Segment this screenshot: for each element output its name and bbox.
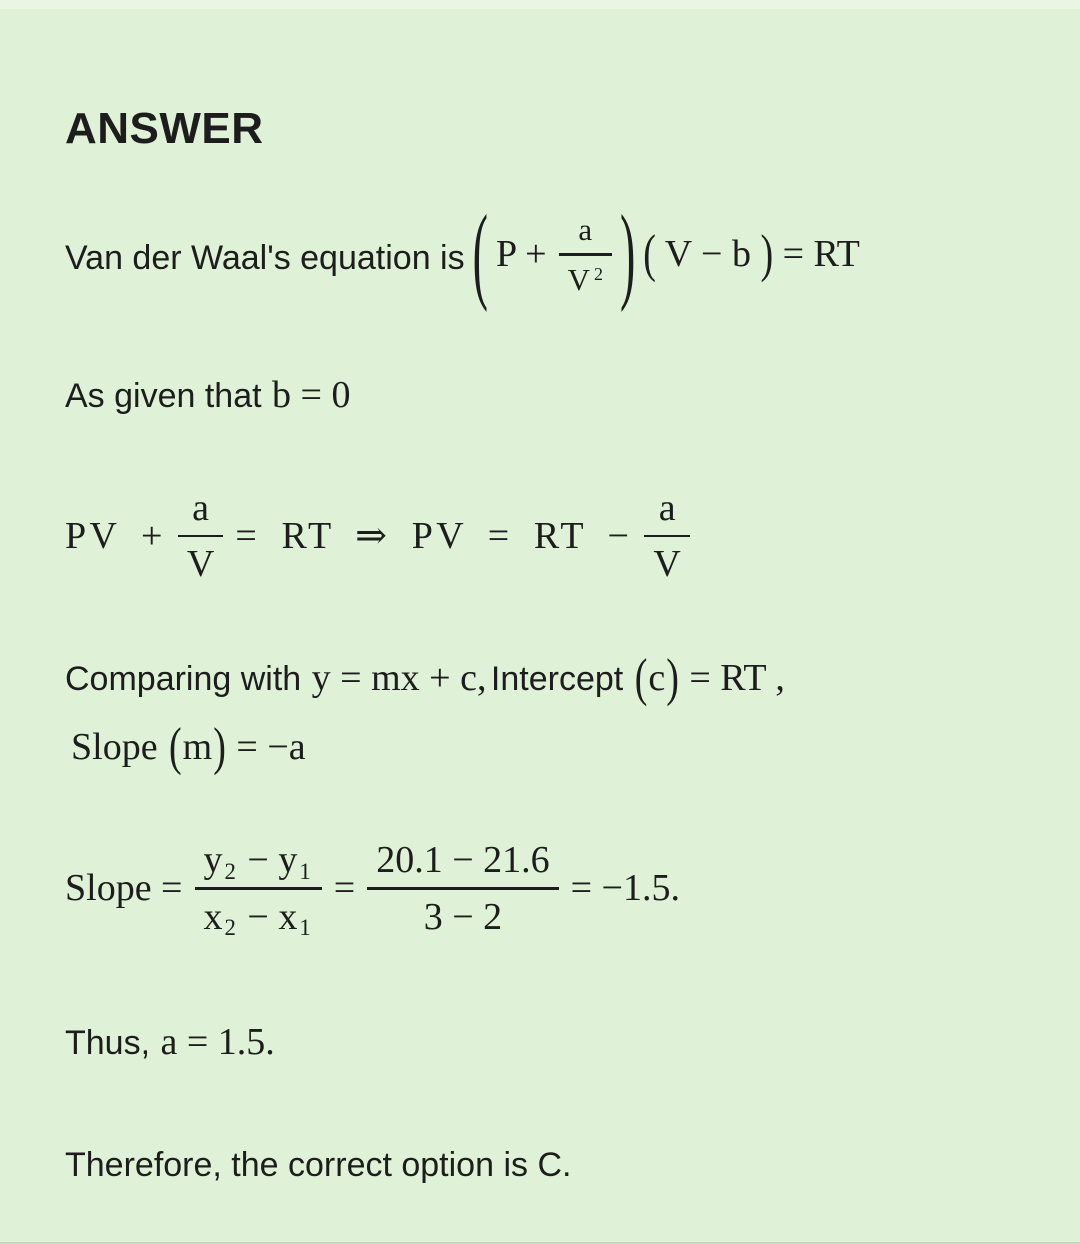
denominator-base: V: [567, 261, 590, 297]
fraction-numeric: [367, 841, 558, 936]
line5-label: Slope: [71, 726, 158, 768]
statement-slope-m: [65, 717, 1040, 777]
line5-rhs: = −a: [236, 726, 306, 768]
x2-sub: 2: [224, 915, 236, 941]
x1-sub: 1: [299, 915, 311, 941]
fraction-a-over-v-squared: [559, 214, 612, 295]
fraction-denominator: V: [186, 543, 215, 585]
fraction-delta-y-over-delta-x: [195, 839, 322, 941]
line2-text: As given that: [65, 376, 262, 415]
paren-body: m: [182, 726, 213, 768]
line3-lhs: PV +: [65, 514, 166, 557]
line4-math2: [634, 648, 785, 708]
minus-x1: − x: [247, 895, 298, 938]
denominator-exponent: 2: [593, 263, 603, 284]
line1-suffix: [643, 224, 860, 284]
fraction-numerator: [195, 841, 322, 887]
fraction-a-over-v-2: [644, 486, 689, 585]
fraction-numerator: a: [192, 486, 210, 529]
line1-term: P +: [495, 233, 547, 276]
statement-thus: [65, 1020, 1040, 1065]
fraction-numerator: a: [658, 486, 676, 529]
line4-rhs: = RT ,: [689, 657, 785, 699]
equation-slope-calculation: [65, 839, 1040, 941]
line7-text: Thus,: [65, 1023, 151, 1062]
close-paren: ): [213, 717, 226, 777]
line1-text: Van der Waal's equation is: [65, 239, 465, 278]
statement-comparing: [65, 648, 1040, 708]
line8-text: Therefore, the correct option is C.: [65, 1145, 572, 1184]
line4-math1: y = mx + c,: [311, 657, 487, 699]
top-strip: [0, 0, 1080, 9]
equation-pv: [65, 486, 1040, 585]
open-paren: (: [634, 648, 648, 708]
close-paren: ): [666, 648, 679, 708]
line6-result: = −1.5.: [570, 867, 680, 910]
equation-van-der-waals: [65, 193, 1040, 313]
x2-base: x: [203, 895, 223, 938]
fraction-a-over-v-1: [178, 486, 223, 585]
minus-y1: − y: [247, 839, 298, 881]
line5-math: [168, 717, 306, 777]
fraction-denominator: [195, 890, 322, 941]
fraction-denominator: [559, 256, 612, 295]
line1-rhs: = RT: [782, 233, 860, 276]
line6-label: Slope =: [65, 867, 183, 910]
line4-text2: Intercept: [490, 660, 624, 698]
y2-base: y: [203, 839, 223, 881]
statement-b-equals-zero: [65, 373, 1040, 418]
line3-mid: = RT ⇒ PV = RT −: [235, 514, 633, 557]
paren-body: c: [648, 657, 666, 699]
fraction-numerator: 20.1 − 21.6: [376, 839, 550, 881]
statement-conclusion: [65, 1143, 1040, 1187]
y1-sub: 1: [299, 858, 311, 884]
paren-body: V − b: [664, 233, 751, 276]
open-big-paren: (: [472, 193, 488, 313]
line6-equals: =: [333, 867, 356, 910]
line4-text1: Comparing with: [65, 660, 302, 698]
fraction-denominator: 3 − 2: [423, 895, 503, 938]
line2-math: b = 0: [272, 373, 351, 416]
answer-heading: ANSWER: [65, 104, 264, 153]
y2-sub: 2: [224, 858, 236, 884]
close-paren: ): [760, 224, 774, 284]
open-paren: (: [169, 717, 182, 777]
open-paren: (: [643, 224, 656, 284]
fraction-numerator: a: [578, 212, 593, 247]
line7-math: a = 1.5.: [160, 1020, 275, 1063]
fraction-denominator: V: [653, 543, 681, 585]
close-big-paren: ): [619, 193, 636, 313]
